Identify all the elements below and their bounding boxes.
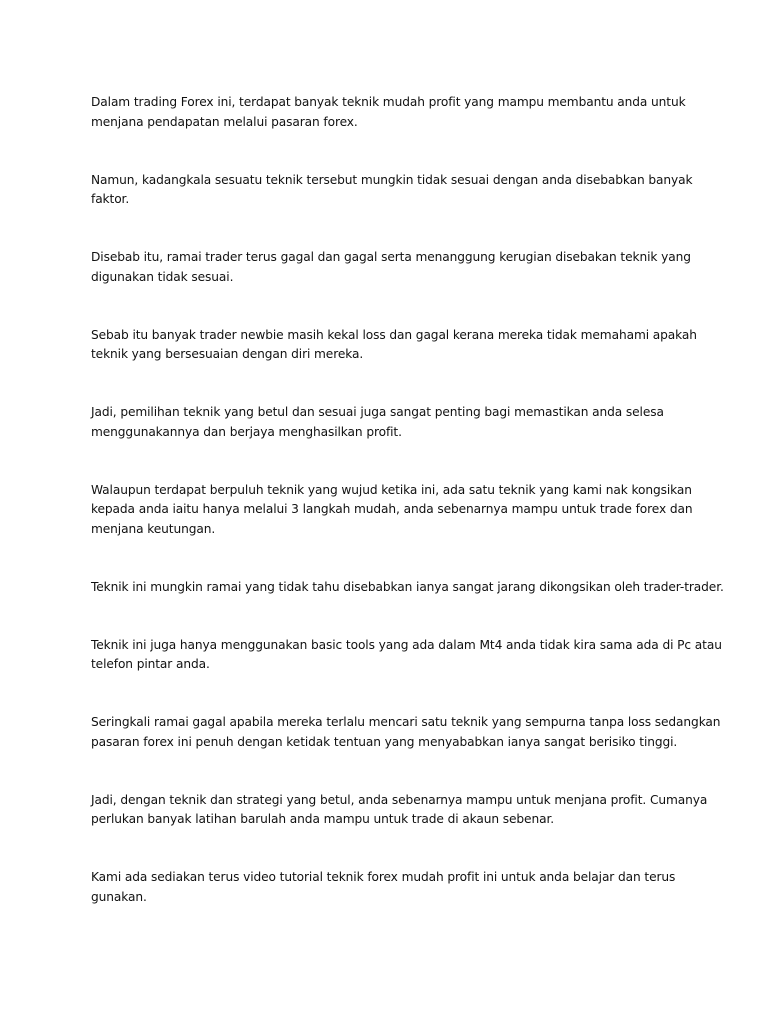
- paragraph-7: [91, 578, 724, 598]
- paragraph-5: [91, 403, 683, 442]
- paragraph-2: [91, 171, 693, 210]
- paragraph-line: gunakan.: [91, 889, 147, 904]
- paragraph-line: menggunakannya dan berjaya menghasilkan profit.: [91, 424, 402, 439]
- paragraph-line: teknik yang bersesuaian dengan diri mereka.: [91, 347, 364, 361]
- paragraph-6: [91, 481, 693, 540]
- paragraph-line: telefon pintar anda.: [91, 657, 210, 671]
- paragraph-line: Jadi, dengan teknik dan strategi yang betul, anda sebenarnya mampu untuk menjana profit. Cumanya: [91, 792, 708, 807]
- paragraph-4: [91, 326, 697, 365]
- paragraph-3: [91, 248, 691, 287]
- document-body: [91, 93, 724, 946]
- paragraph-line: Namun, kadangkala sesuatu teknik tersebut mungkin tidak sesuai dengan anda disebabkan banyak: [91, 172, 693, 187]
- paragraph-line: Jadi, pemilihan teknik yang betul dan sesuai juga sangat penting bagi memastikan anda selesa: [91, 405, 664, 419]
- paragraph-line: menjana pendapatan melalui pasaran forex.: [91, 114, 358, 129]
- paragraph-1: [91, 93, 686, 132]
- paragraph-10: [91, 791, 708, 830]
- paragraph-line: digunakan tidak sesuai.: [91, 269, 234, 284]
- paragraph-line: Kami ada sediakan terus video tutorial teknik forex mudah profit ini untuk anda belajar dan terus: [91, 870, 676, 884]
- paragraph-line: Dalam trading Forex ini, terdapat banyak teknik mudah profit yang mampu membantu anda untuk: [91, 95, 686, 109]
- paragraph-line: Sebab itu banyak trader newbie masih kekal loss dan gagal kerana mereka tidak memahami apakah: [91, 327, 697, 342]
- paragraph-line: kepada anda iaitu hanya melalui 3 langkah mudah, anda sebenarnya mampu untuk trade forex dan: [91, 502, 693, 516]
- paragraph-line: faktor.: [91, 192, 130, 206]
- paragraph-line: Teknik ini juga hanya menggunakan basic tools yang ada dalam Mt4 anda tidak kira sama ada di Pc atau: [91, 637, 722, 652]
- paragraph-11: [91, 868, 683, 907]
- paragraph-line: Seringkali ramai gagal apabila mereka terlalu mencari satu teknik yang sempurna tanpa loss sedangkan: [91, 715, 721, 729]
- paragraph-9: [91, 713, 721, 752]
- paragraph-line: Walaupun terdapat berpuluh teknik yang wujud ketika ini, ada satu teknik yang kami nak kongsikan: [91, 482, 692, 497]
- paragraph-line: Disebab itu, ramai trader terus gagal dan gagal serta menanggung kerugian disebakan teknik yang: [91, 250, 691, 264]
- paragraph-line: perlukan banyak latihan barulah anda mampu untuk trade di akaun sebenar.: [91, 812, 555, 826]
- paragraph-line: pasaran forex ini penuh dengan ketidak tentuan yang menyababkan ianya sangat berisiko tinggi.: [91, 734, 678, 749]
- paragraph-8: [91, 636, 722, 675]
- paragraph-line: Teknik ini mungkin ramai yang tidak tahu disebabkan ianya sangat jarang dikongsikan oleh trader-trader.: [91, 579, 724, 594]
- paragraph-line: menjana keutungan.: [91, 521, 216, 536]
